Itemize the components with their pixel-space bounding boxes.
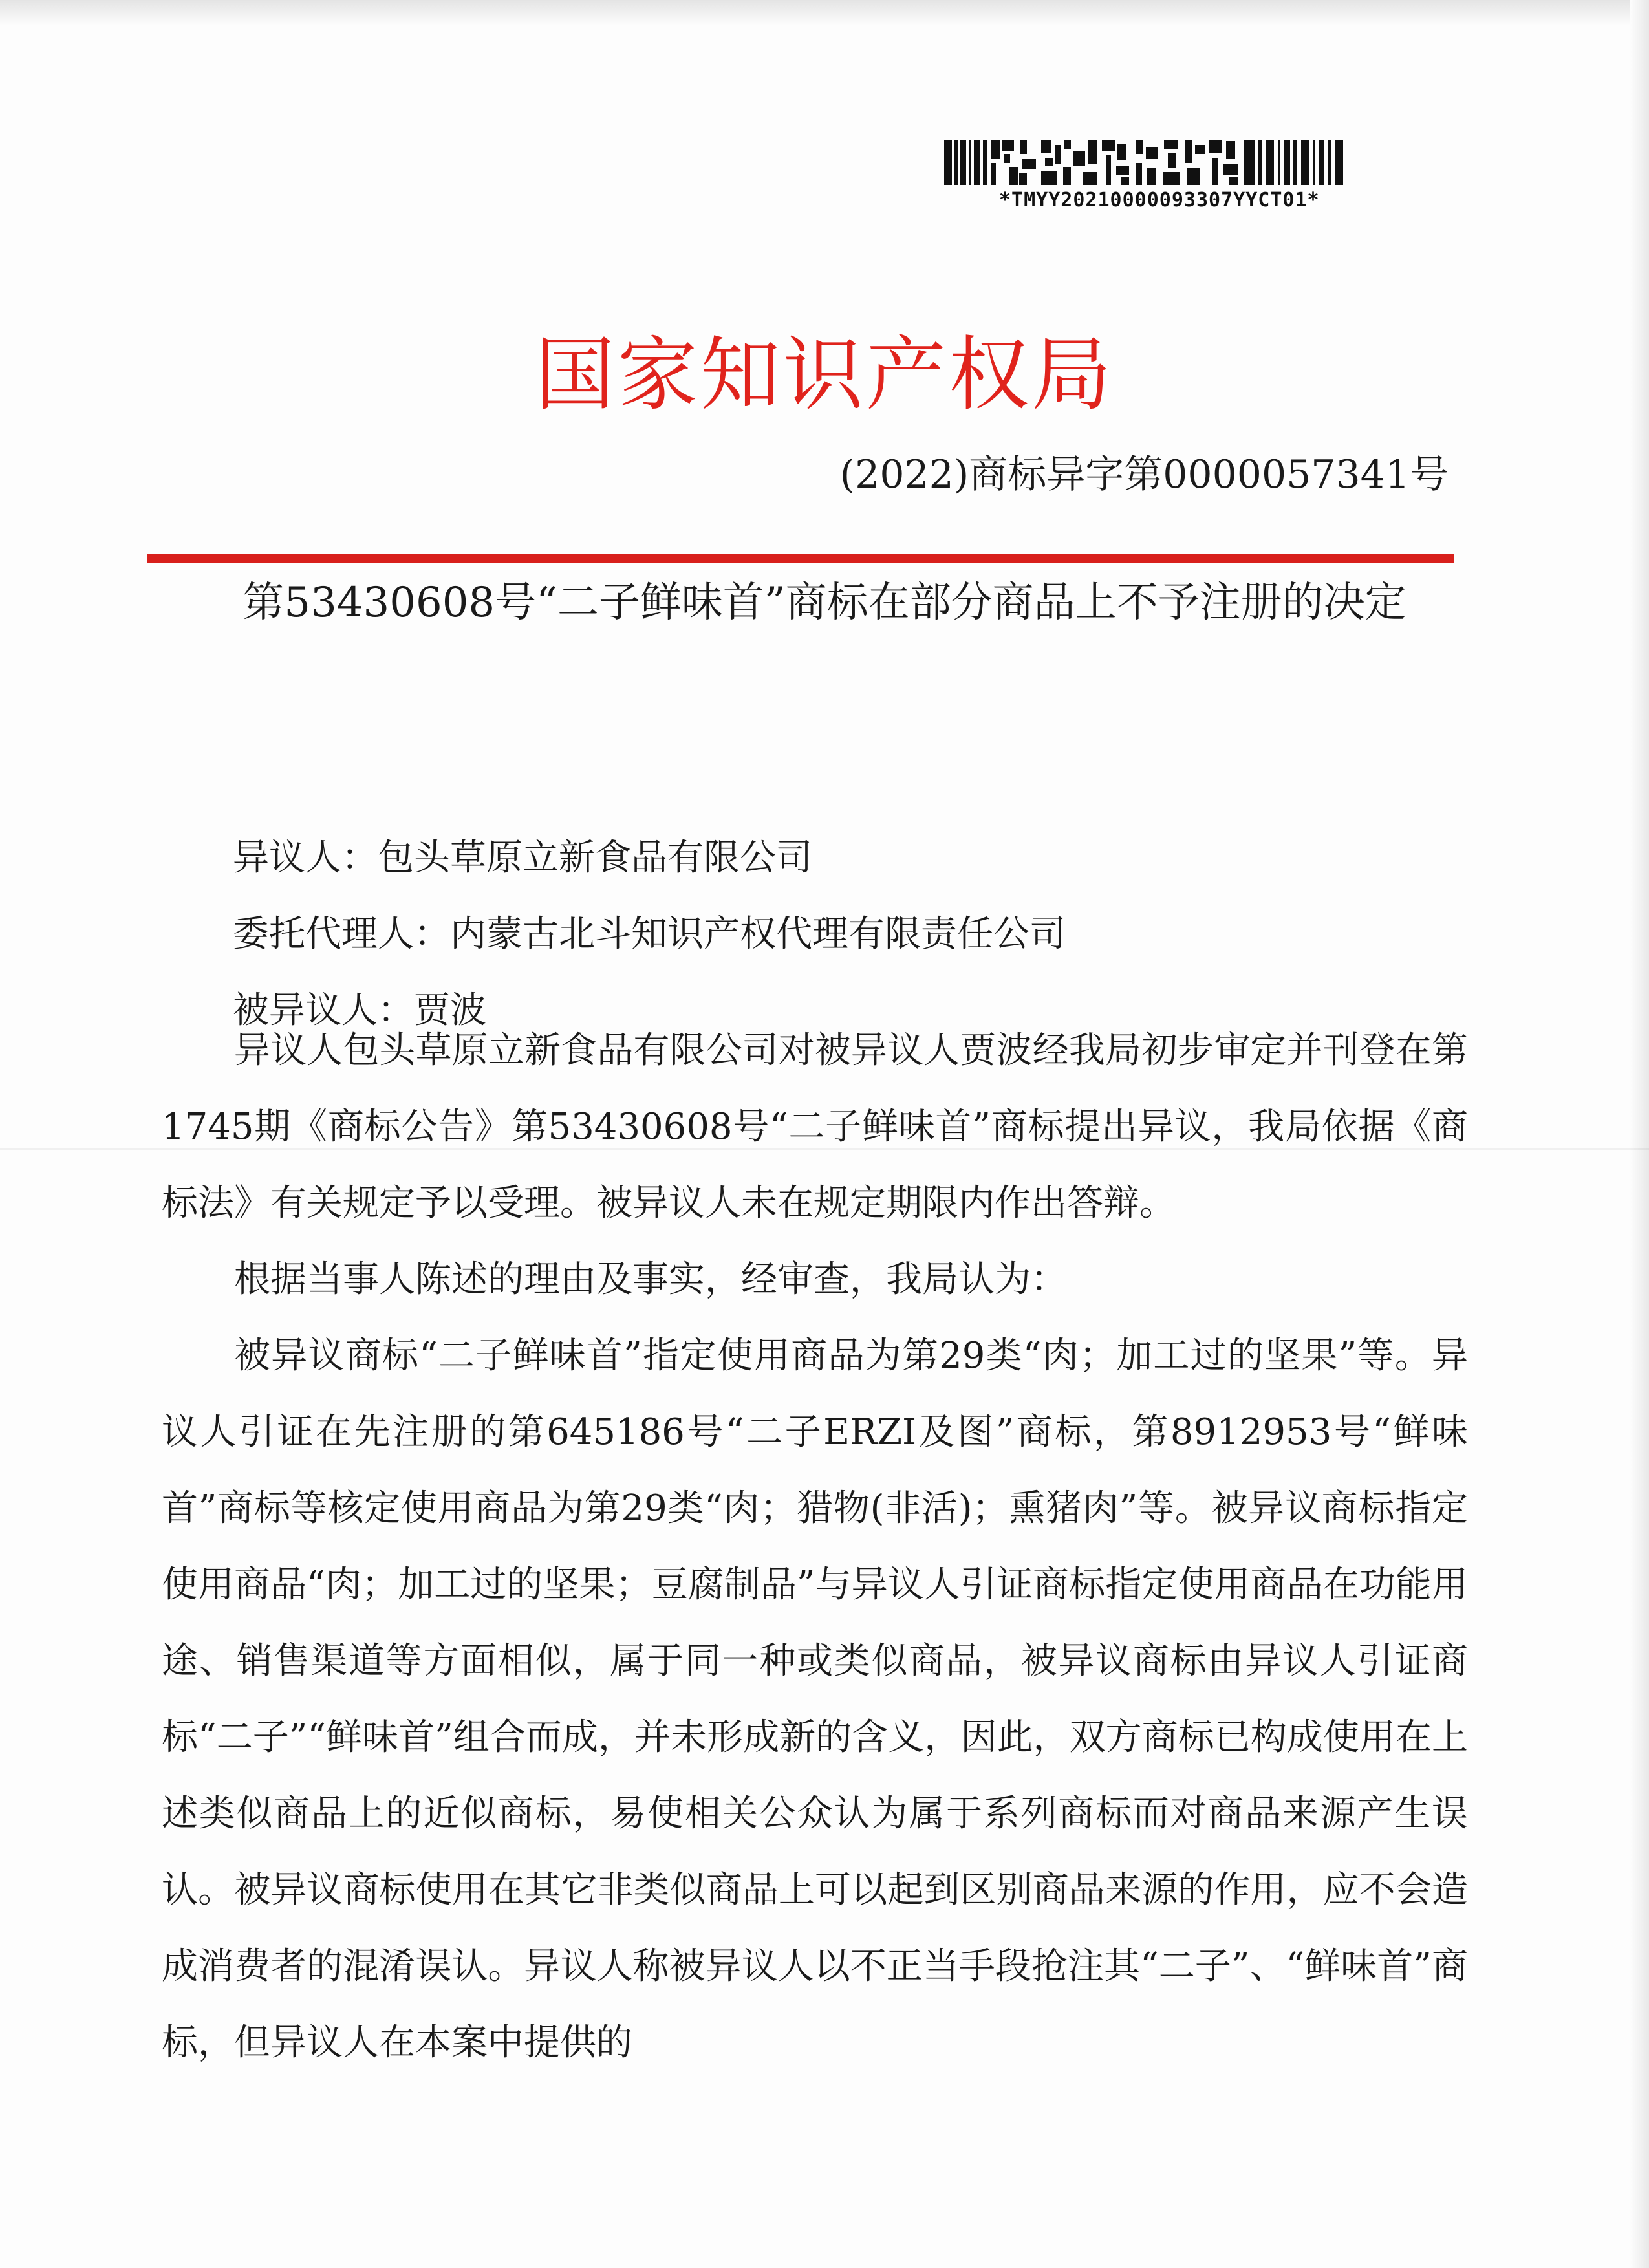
paragraph-filing: 异议人包头草原立新食品有限公司对被异议人贾波经我局初步审定并刊登在第1745期《商标公告》第53430608号“二子鲜味首”商标提出异议，我局依据《商标法》有关规定予以受理。被异议人未在规定期限内作出答辩。 [162, 1030, 1468, 1224]
agent-line: 委托代理人：内蒙古北斗知识产权代理有限责任公司 [233, 913, 1066, 955]
paragraph-analysis: 被异议商标“二子鲜味首”指定使用商品为第29类“肉；加工过的坚果”等。异议人引证在先注册的第645186号“二子ERZI及图”商标，第8912953号“鲜味首”商标等核定使用商品为第29类“肉；猎物(非活)；熏猪肉”等。被异议商标指定使用商品“肉；加工过的坚果；豆腐制品”与异议人引证商标指定使用商品在功能用途、销售渠道等方面相似，属于同一种或类似商品，被异议商标由异议人引证商标“二子”“鲜味首”组合而成，并未形成新的含义，因此，双方商标已构成使用在上述类似商品上的近似商标，易使相关公众认为属于系列商标而对商品来源产生误认。被异议商标使用在其它非类似商品上可以起到区别商品来源的作用，应不会造成消费者的混淆误认。异议人称被异议人以不正当手段抢注其“二子”、“鲜味首”商标，但异议人在本案中提供的 [162, 1335, 1468, 2064]
decision-title: 第53430608号“二子鲜味首”商标在部分商品上不予注册的决定 [242, 579, 1406, 627]
barcode-image [944, 135, 1397, 193]
opponent-line: 异议人：包头草原立新食品有限公司 [233, 837, 812, 879]
respondent-line: 被异议人：贾波 [233, 989, 486, 1031]
paragraph-review-intro: 根据当事人陈述的理由及事实，经审查，我局认为： [234, 1258, 1067, 1301]
document-number: (2022)商标异字第0000057341号 [839, 452, 1449, 497]
scan-shadow-top [0, 0, 1649, 26]
issuing-authority-title: 国家知识产权局 [534, 329, 1114, 422]
barcode-code-text: *TMYY20210000093307YYCT01* [999, 189, 1320, 211]
decision-body [162, 1013, 1468, 2081]
red-divider-rule [147, 554, 1454, 563]
